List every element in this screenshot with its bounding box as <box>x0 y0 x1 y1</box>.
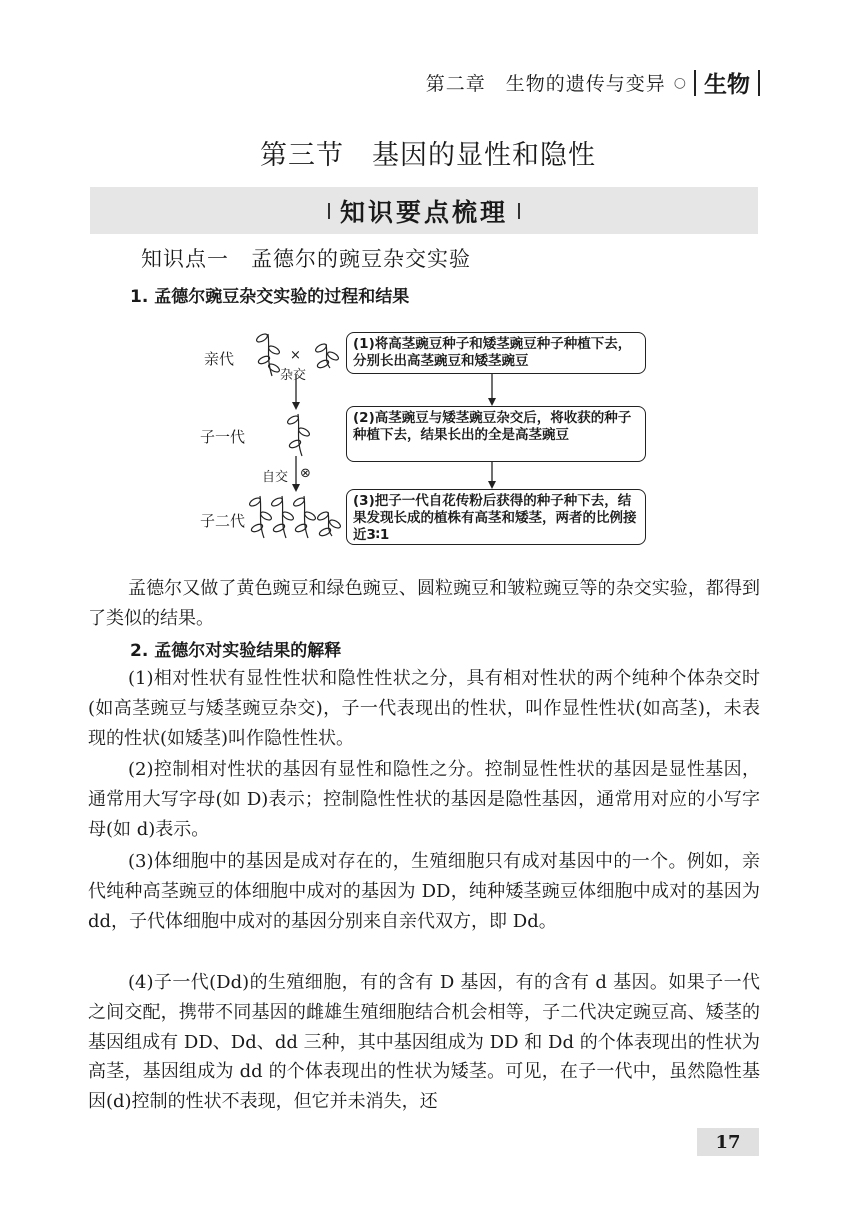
arrow-head <box>292 484 300 492</box>
tall-pea-plant-icon <box>255 332 280 376</box>
experiment-diagram <box>196 328 656 550</box>
band-tick-left <box>328 203 330 219</box>
arrow-head <box>488 481 496 489</box>
paragraph-2 <box>88 755 760 844</box>
chapter-title: 第二章 生物的遗传与变异 <box>425 73 666 95</box>
step-box-2: (2)高茎豌豆与矮茎豌豆杂交后，将收获的种子种植下去，结果长出的全是高茎豌豆 <box>346 406 646 462</box>
subheading-2: 2. 孟德尔对实验结果的解释 <box>130 641 342 661</box>
band-tick-right <box>518 203 520 219</box>
paragraph-3-text: (3)体细胞中的基因是成对存在的，生殖细胞只有成对基因中的一个。例如，亲代纯种高茎豌豆的体细胞中成对的基因为 DD，纯种矮茎豌豆体细胞中成对的基因为 dd，子代体细胞中成对的基因分别来自亲代双方，即 Dd。 <box>88 851 760 932</box>
generation-label-f2: 子二代 <box>200 512 246 530</box>
circle-mark: ○ <box>673 74 686 91</box>
self-symbol: ⊗ <box>300 466 311 481</box>
paragraph-intro-text: 孟德尔又做了黄色豌豆和绿色豌豆、圆粒豌豆和皱粒豌豆等的杂交实验，都得到了类似的结果。 <box>88 578 760 629</box>
paragraph-1-text: (1)相对性状有显性性状和隐性性状之分，具有相对性状的两个纯种个体杂交时(如高茎豌豆与矮茎豌豆杂交)，子一代表现出的性状，叫作显性性状(如高茎)，未表现的性状(如矮茎)叫作隐性性状。 <box>88 668 760 749</box>
step-box-3: (3)把子一代自花传粉后获得的种子种下去，结果发现长成的植株有高茎和矮茎，两者的比例接近3∶1 <box>346 489 646 545</box>
short-pea-plant-icon <box>314 342 339 369</box>
arrow-head <box>488 398 496 406</box>
paragraph-4 <box>88 968 760 1117</box>
page-number: 17 <box>697 1128 759 1156</box>
knowledge-point-heading: 知识点一 孟德尔的豌豆杂交实验 <box>141 247 471 271</box>
paragraph-3 <box>88 847 760 936</box>
generation-label-f1: 子一代 <box>200 428 246 446</box>
knowledge-band <box>90 187 758 234</box>
paragraph-intro <box>88 574 760 634</box>
step-box-1: (1)将高茎豌豆种子和矮茎豌豆种子种植下去，分别长出高茎豌豆和矮茎豌豆 <box>346 332 646 374</box>
divider-bar-right <box>758 70 760 96</box>
divider-bar <box>694 70 696 96</box>
subheading-1: 1. 孟德尔豌豆杂交实验的过程和结果 <box>130 287 410 307</box>
subject-label: 生物 <box>704 72 750 98</box>
arrow-head <box>292 402 300 410</box>
paragraph-4-text: (4)子一代(Dd)的生殖细胞，有的含有 D 基因，有的含有 d 基因。如果子一代之间交配，携带不同基因的雌雄生殖细胞结合机会相等，子二代决定豌豆高、矮茎的基因组成有 DD、Dd、dd 三种，其中基因组成为 DD 和 Dd 的个体表现出的性状为高茎，基因组成为 dd 的个体表现出的性状为矮茎。可见，在子一代中，虽然隐性基因(d)控制的性状不表现，但它并未消失，还 <box>88 972 760 1113</box>
section-title: 第三节 基因的显性和隐性 <box>260 140 596 171</box>
cross-symbol: × <box>290 348 301 363</box>
paragraph-1 <box>88 664 760 753</box>
f1-pea-plant-icon <box>286 414 310 456</box>
cross-label: 杂交 <box>280 368 307 383</box>
band-title: 知识要点梳理 <box>339 197 508 227</box>
running-header <box>426 66 760 99</box>
paragraph-2-text: (2)控制相对性状的基因有显性和隐性之分。控制显性性状的基因是显性基因，通常用大写字母(如 D)表示；控制隐性性状的基因是隐性基因，通常用对应的小写字母(如 d)表示。 <box>88 759 760 840</box>
generation-label-parent: 亲代 <box>204 350 235 368</box>
f2-pea-plants-icon <box>248 496 341 538</box>
self-label: 自交 <box>262 470 289 485</box>
